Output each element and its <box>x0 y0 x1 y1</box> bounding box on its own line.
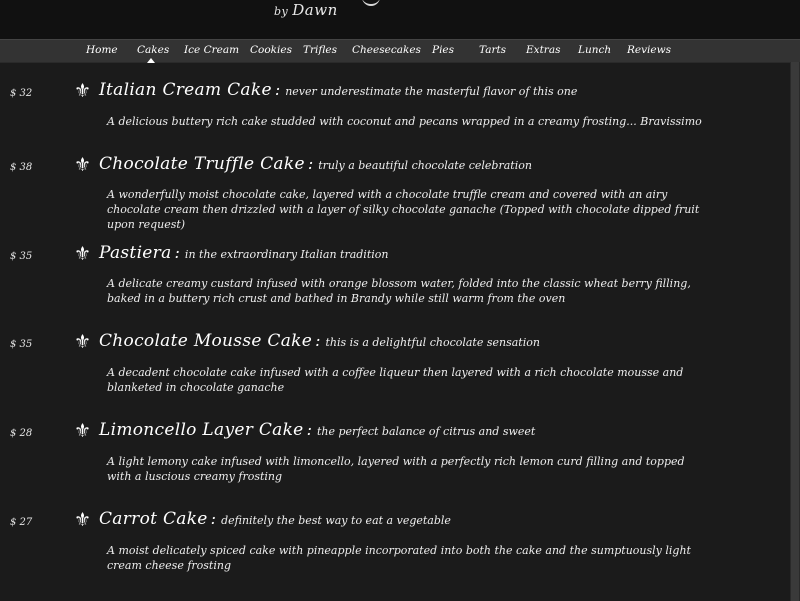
item-title-line <box>99 80 577 100</box>
item-description: A decadent chocolate cake infused with a coffee liqueur then layered with a rich chocolate mousse and blanketed in chocolate ganache <box>107 366 684 394</box>
item-title-line <box>99 154 532 174</box>
item-price: $ 35 <box>10 339 33 350</box>
item-separator: : <box>315 331 321 350</box>
item-price: $ 35 <box>10 251 33 262</box>
item-name: Limoncello Layer Cake <box>99 420 304 440</box>
item-separator: : <box>274 80 281 99</box>
item-tagline: truly a beautiful chocolate celebration <box>318 159 532 172</box>
nav-item-cookies[interactable]: Cookies <box>250 44 292 56</box>
vertical-scrollbar[interactable] <box>790 62 800 601</box>
nav-item-home[interactable]: Home <box>86 44 118 56</box>
item-name: Italian Cream Cake <box>99 80 272 100</box>
item-tagline: definitely the best way to eat a vegetable <box>221 514 451 527</box>
item-name: Pastiera <box>99 243 172 263</box>
item-price: $ 38 <box>10 162 33 173</box>
item-description: A delicate creamy custard infused with orange blossom water, folded into the classic wheat berry filling, baked in a buttery rich crust and bathed in Brandy while still warm from the oven <box>107 277 691 305</box>
header <box>0 0 800 39</box>
item-tagline: this is a delightful chocolate sensation <box>325 336 540 349</box>
nav-item-cheesecakes[interactable]: Cheesecakes <box>352 44 421 56</box>
fleur-de-lis-icon: ⚜ <box>74 509 92 531</box>
nav-item-lunch[interactable]: Lunch <box>578 44 612 56</box>
item-separator: : <box>307 154 314 173</box>
item-title-line <box>99 420 535 440</box>
item-tagline: the perfect balance of citrus and sweet <box>316 425 536 438</box>
item-name: Carrot Cake <box>99 509 208 529</box>
nav-item-reviews[interactable]: Reviews <box>627 44 671 56</box>
item-tagline: never underestimate the masterful flavor of this one <box>285 85 578 98</box>
nav-item-extras[interactable]: Extras <box>526 44 561 56</box>
item-separator: : <box>174 243 180 262</box>
fleur-de-lis-icon: ⚜ <box>74 154 92 176</box>
nav-item-tarts[interactable]: Tarts <box>479 44 507 56</box>
nav-item-trifles[interactable]: Trifles <box>303 44 337 56</box>
nav-item-cakes[interactable]: Cakes <box>137 44 170 56</box>
item-title-line <box>99 331 540 351</box>
item-description: A moist delicately spiced cake with pineapple incorporated into both the cake and the sumptuously light cream cheese frosting <box>107 544 691 572</box>
item-price: $ 32 <box>10 88 33 99</box>
fleur-de-lis-icon: ⚜ <box>74 243 92 265</box>
brand-logo[interactable] <box>274 1 338 19</box>
item-description: A light lemony cake infused with limoncello, layered with a perfectly rich lemon curd filling and topped with a luscious creamy frosting <box>107 455 685 483</box>
brand-by: by <box>274 5 289 18</box>
item-price: $ 27 <box>10 517 33 528</box>
fleur-de-lis-icon: ⚜ <box>74 80 92 102</box>
item-tagline: in the extraordinary Italian tradition <box>184 248 389 261</box>
item-price: $ 28 <box>10 428 33 439</box>
item-description: A delicious buttery rich cake studded with coconut and pecans wrapped in a creamy frosting... Bravissimo <box>107 115 702 128</box>
item-name: Chocolate Truffle Cake <box>99 154 305 174</box>
scrollbar-thumb[interactable] <box>791 62 799 601</box>
item-separator: : <box>306 420 312 439</box>
fleur-de-lis-icon: ⚜ <box>74 420 92 442</box>
nav-item-ice-cream[interactable]: Ice Cream <box>184 44 240 56</box>
main-nav <box>0 39 800 63</box>
item-title-line <box>99 509 451 529</box>
item-separator: : <box>210 509 217 528</box>
item-description: A wonderfully moist chocolate cake, layered with a chocolate truffle cream and covered with an airy chocolate cream then drizzled with a layer of silky chocolate ganache (Topped with chocolate dipped fruit upon request) <box>107 188 700 231</box>
logo-flourish <box>362 0 380 6</box>
active-nav-caret-icon <box>147 58 155 63</box>
fleur-de-lis-icon: ⚜ <box>74 331 92 353</box>
nav-item-pies[interactable]: Pies <box>432 44 455 56</box>
item-name: Chocolate Mousse Cake <box>99 331 313 351</box>
item-title-line <box>99 243 388 263</box>
brand-name: Dawn <box>292 1 338 19</box>
